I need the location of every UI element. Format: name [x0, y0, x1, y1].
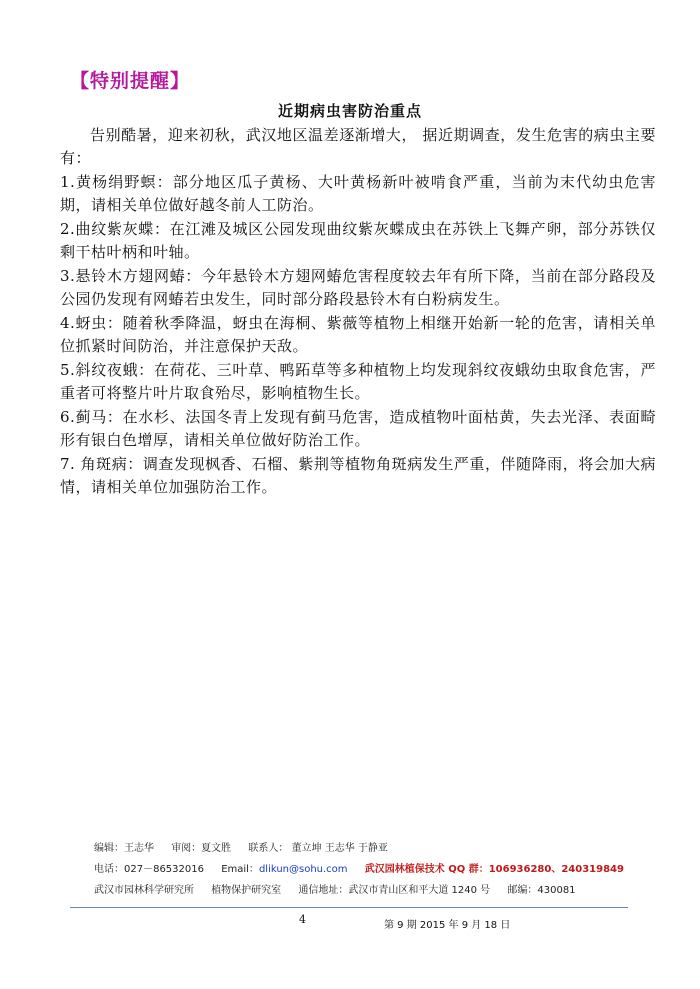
organization: 武汉市园林科学研究所: [94, 885, 194, 896]
email-link[interactable]: dlikun@sohu.com: [258, 864, 348, 875]
article-body: [60, 124, 656, 500]
phone: 电话：027－86532016: [94, 864, 204, 875]
footer-row-address: [94, 880, 654, 901]
pest-item-6: 6.蓟马：在水杉、法国冬青上发现有蓟马危害，造成植物叶面枯黄，失去光泽、表面畸形有银白色增厚，请相关单位做好防治工作。: [60, 408, 656, 449]
footer-info: [94, 838, 654, 901]
email-label: Email：: [221, 864, 259, 875]
address: 通信地址：武汉市青山区和平大道 1240 号: [298, 885, 491, 896]
pest-item-1: 1.黄杨绢野螟：部分地区瓜子黄杨、大叶黄杨新叶被啃食严重，当前为末代幼虫危害期，请相关单位做好越冬前人工防治。: [60, 173, 656, 214]
page-number: 4: [299, 913, 306, 926]
footer-row-contact: [94, 859, 654, 880]
intro-paragraph: 告别酷暑，迎来初秋，武汉地区温差逐渐增大， 据近期调查，发生危害的病虫主要有：: [60, 126, 656, 167]
pest-item-4: 4.蚜虫：随着秋季降温，蚜虫在海桐、紫薇等植物上相继开始新一轮的危害，请相关单位抓紧时间防治，并注意保护天敌。: [60, 314, 656, 355]
department: 植物保护研究室: [211, 885, 282, 896]
reviewer: 审阅：夏文胜: [171, 843, 232, 854]
postcode: 邮编：430081: [507, 885, 576, 896]
footer-divider: [70, 907, 628, 908]
special-reminder-heading: 【特别提醒】: [70, 70, 191, 92]
issue-date: 第 9 期 2015 年 9 月 18 日: [384, 920, 511, 931]
editor: 编辑：王志华: [94, 843, 154, 854]
pest-item-5: 5.斜纹夜蛾：在荷花、三叶草、鸭跖草等多种植物上均发现斜纹夜蛾幼虫取食危害，严重者可将整片叶片取食殆尽，影响植物生长。: [60, 361, 656, 402]
pest-item-7: 7. 角斑病：调查发现枫香、石榴、紫荆等植物角斑病发生严重，伴随降雨，将会加大病情，请相关单位加强防治工作。: [60, 455, 656, 496]
contacts: 联系人： 董立坤 王志华 于静亚: [248, 843, 388, 854]
page-title: 近期病虫害防治重点: [277, 102, 422, 120]
pest-item-3: 3.悬铃木方翅网蝽：今年悬铃木方翅网蝽危害程度较去年有所下降，当前在部分路段及公园仍发现有网蝽若虫发生，同时部分路段悬铃木有白粉病发生。: [60, 267, 656, 308]
footer-row-staff: [94, 838, 654, 859]
qq-group: 武汉园林植保技术 QQ 群：106936280、240319849: [364, 864, 624, 875]
pest-item-2: 2.曲纹紫灰蝶：在江滩及城区公园发现曲纹紫灰蝶成虫在苏铁上飞舞产卵，部分苏铁仅剩干枯叶柄和叶轴。: [60, 220, 656, 261]
